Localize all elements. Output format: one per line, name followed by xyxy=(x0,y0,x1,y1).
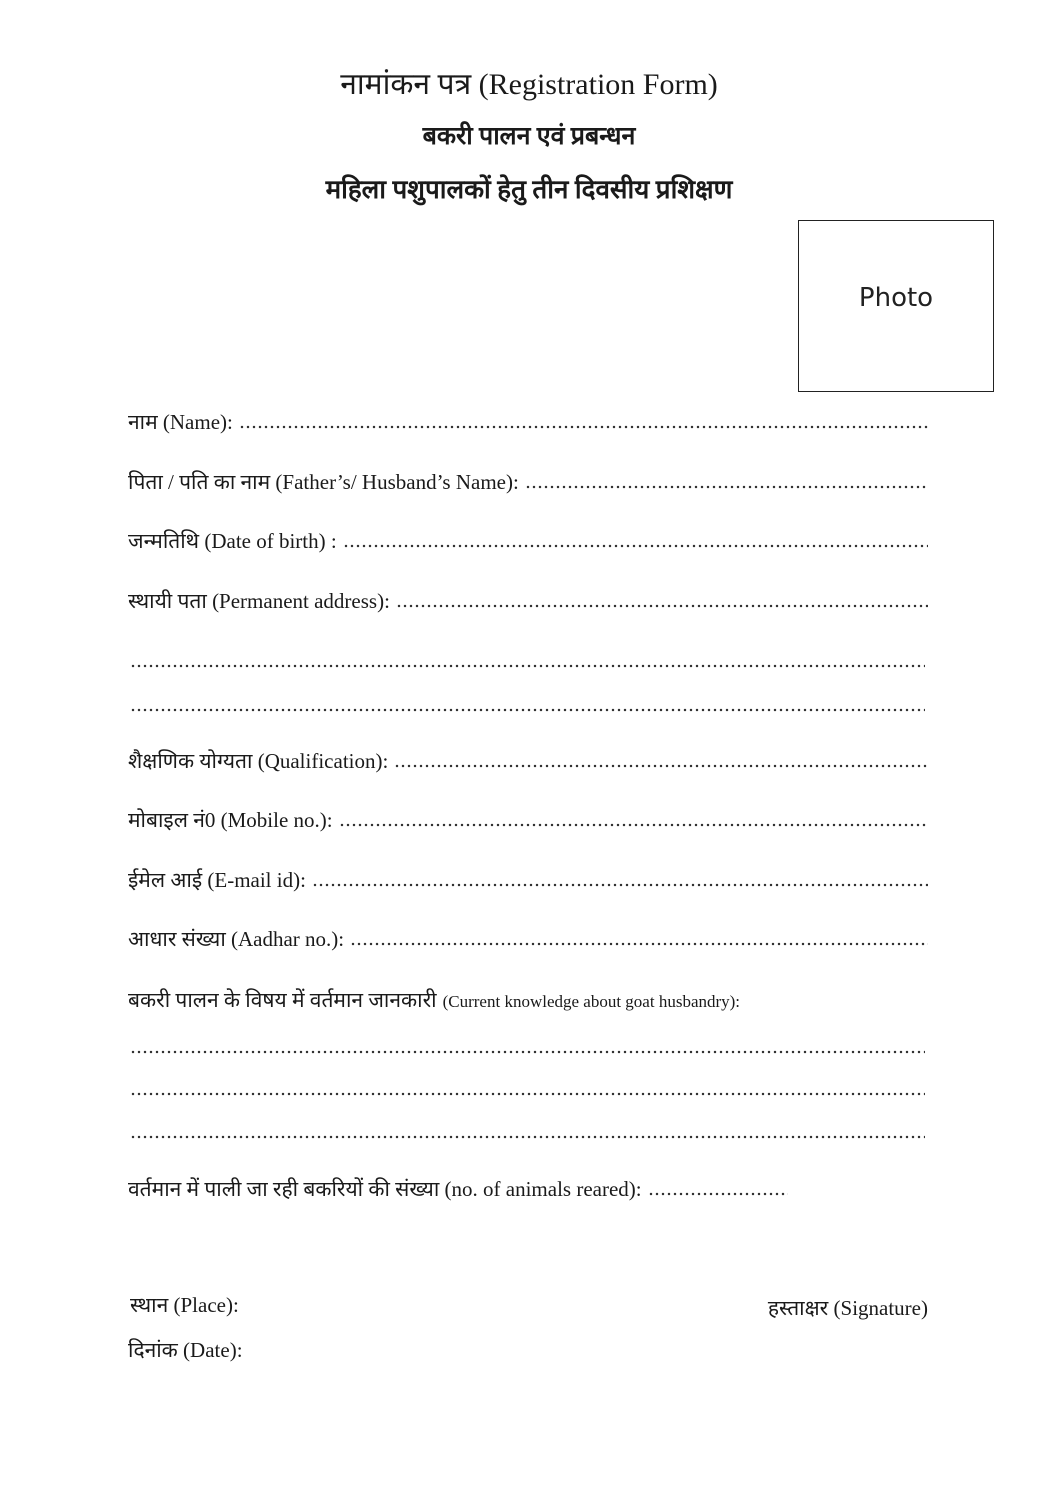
photo-label: Photo xyxy=(858,283,934,313)
name-label: नाम (Name): xyxy=(128,410,233,434)
address-fill-line-3[interactable] xyxy=(130,708,925,712)
name-fill-line[interactable] xyxy=(239,425,928,429)
address-fill-line[interactable] xyxy=(396,604,928,608)
date-label: दिनांक (Date): xyxy=(128,1338,243,1362)
training-heading: महिला पशुपालकों हेतु तीन दिवसीय प्रशिक्षण xyxy=(325,175,733,204)
dob-label: जन्मतिथि (Date of birth) : xyxy=(128,529,337,553)
knowledge-label-hindi: बकरी पालन के विषय में वर्तमान जानकारी xyxy=(128,988,437,1012)
form-title: नामांकन पत्र (Registration Form) xyxy=(340,68,718,101)
knowledge-fill-line-1[interactable] xyxy=(130,1050,925,1054)
mobile-field[interactable] xyxy=(128,806,928,834)
aadhar-fill-line[interactable] xyxy=(350,942,928,946)
knowledge-fill-line-3[interactable] xyxy=(130,1135,925,1139)
signature-label: हस्ताक्षर (Signature) xyxy=(767,1296,928,1320)
qualification-field[interactable] xyxy=(128,747,928,775)
address-field[interactable] xyxy=(128,587,928,615)
father-husband-label: पिता / पति का नाम (Father’s/ Husband’s Name): xyxy=(128,470,519,494)
mobile-label: मोबाइल नं0 (Mobile no.): xyxy=(128,808,333,832)
animals-fill-line[interactable] xyxy=(648,1192,788,1196)
qualification-fill-line[interactable] xyxy=(394,764,928,768)
knowledge-fill-line-2[interactable] xyxy=(130,1092,925,1096)
mobile-fill-line[interactable] xyxy=(339,823,928,827)
email-fill-line[interactable] xyxy=(312,883,928,887)
form-subtitle: बकरी पालन एवं प्रबन्धन xyxy=(422,123,636,150)
animals-label: वर्तमान में पाली जा रही बकरियों की संख्या (no. of animals reared): xyxy=(128,1177,642,1201)
knowledge-label-english: (Current knowledge about goat husbandry): xyxy=(442,992,741,1011)
photo-box[interactable] xyxy=(798,220,994,392)
dob-field[interactable] xyxy=(128,527,928,555)
knowledge-field xyxy=(128,986,928,1014)
email-field[interactable] xyxy=(128,866,928,894)
qualification-label: शैक्षणिक योग्यता (Qualification): xyxy=(128,749,389,773)
place-label: स्थान (Place): xyxy=(130,1293,239,1317)
animals-field[interactable] xyxy=(128,1175,928,1203)
father-husband-field[interactable] xyxy=(128,468,928,496)
aadhar-field[interactable] xyxy=(128,925,928,953)
email-label: ईमेल आई (E-mail id): xyxy=(128,868,306,892)
address-fill-line-2[interactable] xyxy=(130,664,925,668)
address-label: स्थायी पता (Permanent address): xyxy=(128,589,390,613)
dob-fill-line[interactable] xyxy=(343,544,928,548)
name-field[interactable] xyxy=(128,408,928,436)
father-husband-fill-line[interactable] xyxy=(525,485,928,489)
aadhar-label: आधार संख्या (Aadhar no.): xyxy=(128,927,345,951)
